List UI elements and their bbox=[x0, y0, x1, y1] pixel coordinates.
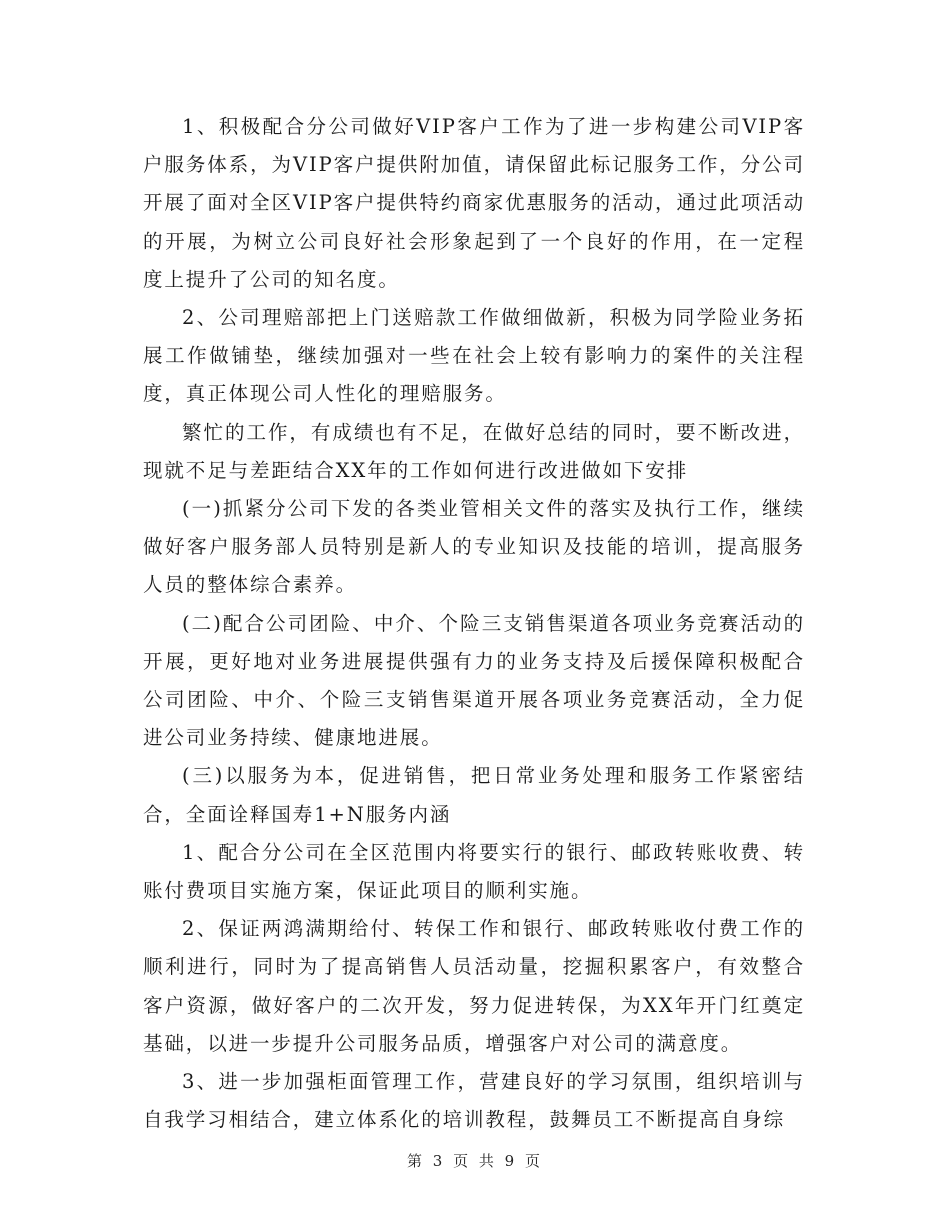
paragraph-9: 3、进一步加强柜面管理工作，营建良好的学习氛围，组织培训与自我学习相结合，建立体系化的培训教程，鼓舞员工不断提高自身综 bbox=[143, 1070, 805, 1132]
document-body bbox=[143, 108, 805, 1139]
paragraph-6: (三)以服务为本，促进销售，把日常业务处理和服务工作紧密结合，全面诠释国寿1+N服务内涵 bbox=[143, 764, 805, 826]
paragraph-4: (一)抓紧分公司下发的各类业管相关文件的落实及执行工作，继续做好客户服务部人员特别是新人的专业知识及技能的培训，提高服务人员的整体综合素养。 bbox=[143, 497, 805, 597]
paragraph-7: 1、配合分公司在全区范围内将要实行的银行、邮政转账收费、转账付费项目实施方案，保证此项目的顺利实施。 bbox=[143, 840, 805, 903]
paragraph-8: 2、保证两鸿满期给付、转保工作和银行、邮政转账收付费工作的顺利进行，同时为了提高销售人员活动量，挖掘积累客户，有效整合客户资源，做好客户的二次开发，努力促进转保，为XX年开门红奠定基础，以进一步提升公司服务品质，增强客户对公司的满意度。 bbox=[143, 917, 805, 1055]
page-number-footer: 第 3 页 共 9 页 bbox=[407, 1152, 543, 1170]
paragraph-5: (二)配合公司团险、中介、个险三支销售渠道各项业务竞赛活动的开展，更好地对业务进展提供强有力的业务支持及后援保障积极配合公司团险、中介、个险三支销售渠道开展各项业务竞赛活动，全力促进公司业务持续、健康地进展。 bbox=[143, 611, 805, 750]
paragraph-3: 繁忙的工作，有成绩也有不足，在做好总结的同时，要不断改进，现就不足与差距结合XX年的工作如何进行改进做如下安排 bbox=[143, 420, 805, 482]
paragraph-2: 2、公司理赔部把上门送赔款工作做细做新，积极为同学险业务拓展工作做铺垫，继续加强对一些在社会上较有影响力的案件的关注程度，真正体现公司人性化的理赔服务。 bbox=[143, 306, 805, 406]
paragraph-1: 1、积极配合分公司做好VIP客户工作为了进一步构建公司VIP客户服务体系，为VIP客户提供附加值，请保留此标记服务工作，分公司开展了面对全区VIP客户提供特约商家优惠服务的活动，通过此项活动的开展，为树立公司良好社会形象起到了一个良好的作用，在一定程度上提升了公司的知名度。 bbox=[143, 115, 805, 291]
